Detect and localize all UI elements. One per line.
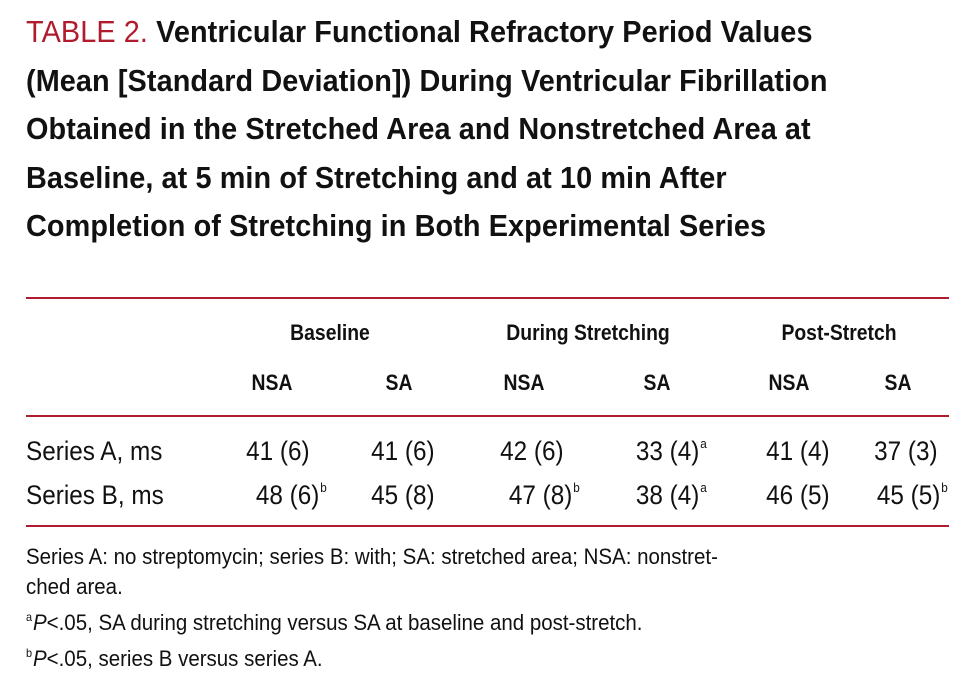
group-header-baseline: Baseline	[290, 320, 370, 345]
subheader-stretch-nsa: NSA	[503, 370, 545, 395]
group-header-during-stretching: During Stretching	[506, 320, 670, 345]
table-footnotes	[26, 542, 954, 674]
table-cell: 48 $(6)^b$	[256, 480, 327, 510]
group-header-post-stretch: Post-Stretch	[781, 320, 897, 345]
subheader-baseline-sa: SA	[385, 370, 413, 395]
row-label-series-b: Series B, ms	[26, 480, 164, 510]
row-label-series-a: Series A, ms	[26, 436, 163, 466]
table-cell: 42 (6)	[500, 436, 565, 466]
table-label: TABLE 2.	[26, 14, 149, 49]
table-caption: Ventricular Functional Refractory Period Values (Mean [Standard Deviation]) During Ventricular Fibrillation Obtained in the Stretched Area and Nonstretched Area at Baseline, at 5 min of Stretching and at 10 min After Completion of Stretching in Both Experimental Series	[26, 14, 828, 243]
top-rule	[26, 297, 949, 299]
subheader-post-nsa: NSA	[768, 370, 810, 395]
subheader-stretch-sa: SA	[643, 370, 671, 395]
table-cell: 41 (6)	[371, 436, 436, 466]
table-cell: 37 (3)	[874, 436, 939, 466]
table-cell: 45 (8)	[371, 480, 436, 510]
subheader-post-sa: SA	[884, 370, 912, 395]
table-cell: 45 $(5)^b$	[877, 480, 948, 510]
footnote-abbreviations-line-2: ched area.	[26, 574, 123, 599]
bottom-rule	[26, 525, 949, 527]
table-cell: 47 $(8)^b$	[509, 480, 580, 510]
subheader-baseline-nsa: NSA	[251, 370, 293, 395]
header-rule	[26, 415, 949, 417]
footnote-b: $^b$P<.05, series B versus series A.	[26, 646, 323, 671]
table-cell: 41 (4)	[766, 436, 831, 466]
table-title	[26, 8, 891, 251]
table-cell: 46 (5)	[766, 480, 831, 510]
table-cell: 41 (6)	[246, 436, 311, 466]
footnote-a: $^a$P<.05, SA during stretching versus SA at baseline and post-stretch.	[26, 610, 643, 635]
table-cell: 33 $(4)^a$	[636, 436, 707, 466]
table-cell: 38 $(4)^a$	[636, 480, 707, 510]
footnote-abbreviations-line-1: Series A: no streptomycin; series B: with; SA: stretched area; NSA: nonstret-	[26, 544, 718, 569]
